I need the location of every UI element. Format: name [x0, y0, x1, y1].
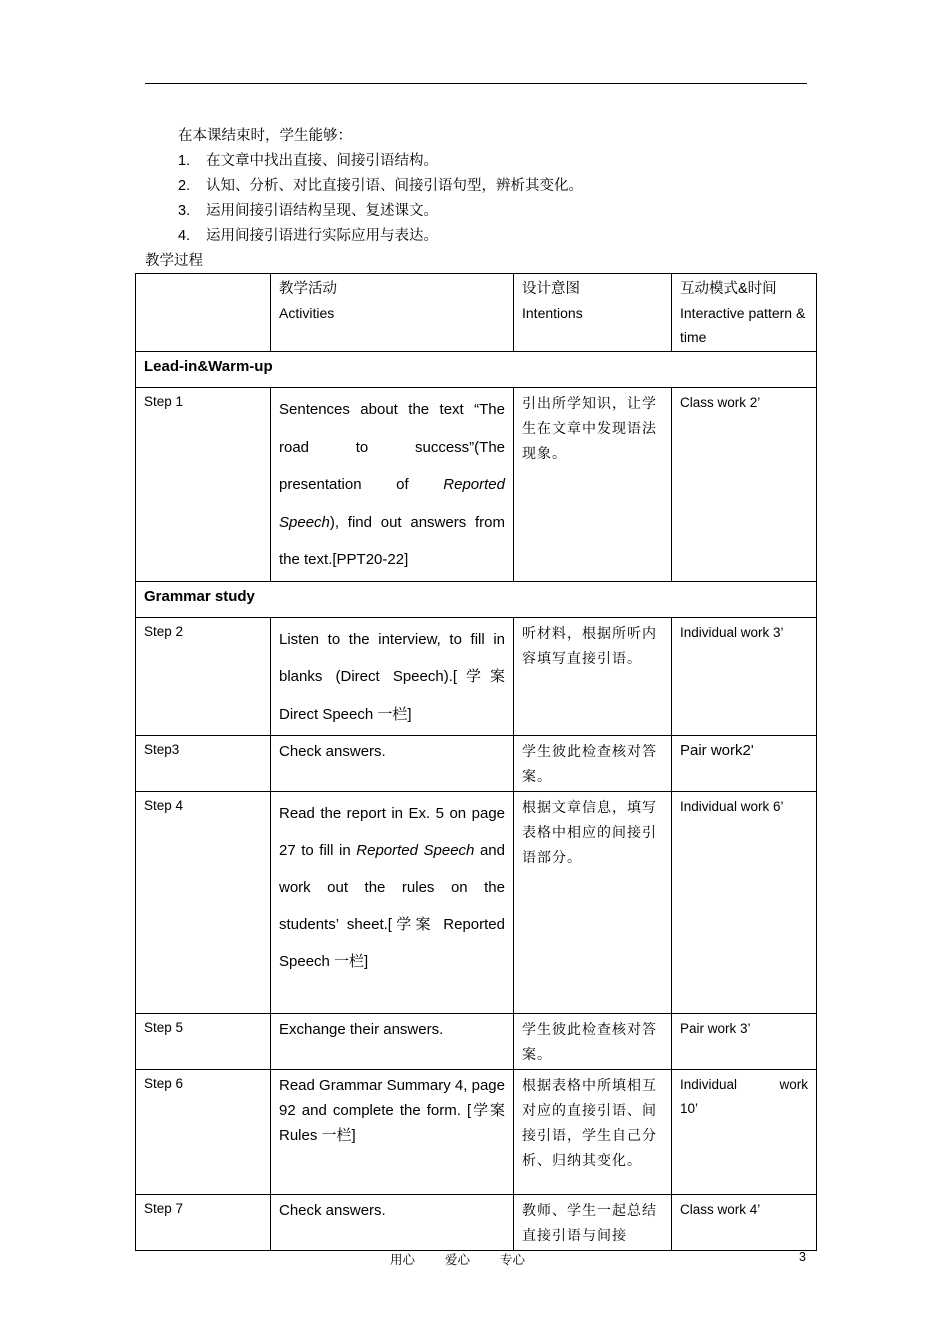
- step-label: Step3: [136, 736, 271, 792]
- table-header-row: [136, 274, 817, 352]
- table-row: [136, 1070, 817, 1195]
- step-activity: Read Grammar Summary 4, page 92 and complete the form. [学案 Rules 一栏]: [271, 1070, 514, 1195]
- step-activity: Read the report in Ex. 5 on page 27 to fill in Reported Speech and work out the rules on the students’ sheet.[学案 Reported Speech 一栏]: [271, 792, 514, 1014]
- step-intention: 根据表格中所填相互对应的直接引语、间接引语，学生自己分析、归纳其变化。: [514, 1070, 672, 1195]
- section-row: [136, 581, 817, 617]
- step-activity: Exchange their answers.: [271, 1014, 514, 1070]
- step-pattern: Individual work 6’: [672, 792, 817, 1014]
- list-item: 2. 认知、分析、对比直接引语、间接引语句型，辨析其变化。: [178, 178, 583, 194]
- learning-objectives: [178, 126, 583, 251]
- step-intention: 听材料，根据所听内容填写直接引语。: [514, 617, 672, 736]
- table-row: [136, 792, 817, 1014]
- header-activities: 教学活动 Activities: [271, 274, 514, 352]
- footer-motto: 用心 爱心 专心: [390, 1253, 526, 1267]
- table-row: [136, 736, 817, 792]
- section-row: [136, 352, 817, 388]
- table-row: [136, 617, 817, 736]
- header-empty-cell: [136, 274, 271, 352]
- table-row: [136, 388, 817, 582]
- step-intention: 根据文章信息，填写表格中相应的间接引语部分。: [514, 792, 672, 1014]
- step-activity: Listen to the interview, to fill in blanks (Direct Speech).[学案 Direct Speech 一栏]: [271, 617, 514, 736]
- header-intentions: 设计意图 Intentions: [514, 274, 672, 352]
- step-activity: Sentences about the text “The road to success”(The presentation of Reported Speech), find out answers from the text.[PPT20-22]: [271, 388, 514, 582]
- section-leadin: Lead-in&Warm-up: [136, 352, 817, 388]
- table-row: [136, 1014, 817, 1070]
- table-row: [136, 1195, 817, 1251]
- process-title: 教学过程: [145, 253, 203, 269]
- step-pattern: Individual work 10’: [672, 1070, 817, 1195]
- step-pattern: Class work 2’: [672, 388, 817, 582]
- step-pattern: Class work 4’: [672, 1195, 817, 1251]
- section-grammar: Grammar study: [136, 581, 817, 617]
- step-intention: 学生彼此检查核对答案。: [514, 736, 672, 792]
- list-item: 1. 在文章中找出直接、间接引语结构。: [178, 153, 438, 169]
- step-label: Step 7: [136, 1195, 271, 1251]
- step-pattern: Pair work2': [672, 736, 817, 792]
- page-number: 3: [799, 1250, 806, 1264]
- objectives-list: [178, 151, 583, 251]
- step-label: Step 2: [136, 617, 271, 736]
- step-label: Step 1: [136, 388, 271, 582]
- step-activity: Check answers.: [271, 736, 514, 792]
- list-item: 4. 运用间接引语进行实际应用与表达。: [178, 228, 438, 244]
- step-pattern: Individual work 3’: [672, 617, 817, 736]
- header-rule: [145, 83, 807, 84]
- step-intention: 学生彼此检查核对答案。: [514, 1014, 672, 1070]
- step-label: Step 4: [136, 792, 271, 1014]
- step-intention: 教师、学生一起总结直接引语与间接: [514, 1195, 672, 1251]
- header-pattern: 互动模式&时间 Interactive pattern & time: [672, 274, 817, 352]
- objectives-intro: 在本课结束时，学生能够：: [178, 128, 352, 144]
- step-label: Step 6: [136, 1070, 271, 1195]
- step-activity: Check answers.: [271, 1195, 514, 1251]
- teaching-process-table: [135, 273, 817, 1251]
- step-label: Step 5: [136, 1014, 271, 1070]
- list-item: 3. 运用间接引语结构呈现、复述课文。: [178, 203, 438, 219]
- step-pattern: Pair work 3’: [672, 1014, 817, 1070]
- step-intention: 引出所学知识，让学生在文章中发现语法现象。: [514, 388, 672, 582]
